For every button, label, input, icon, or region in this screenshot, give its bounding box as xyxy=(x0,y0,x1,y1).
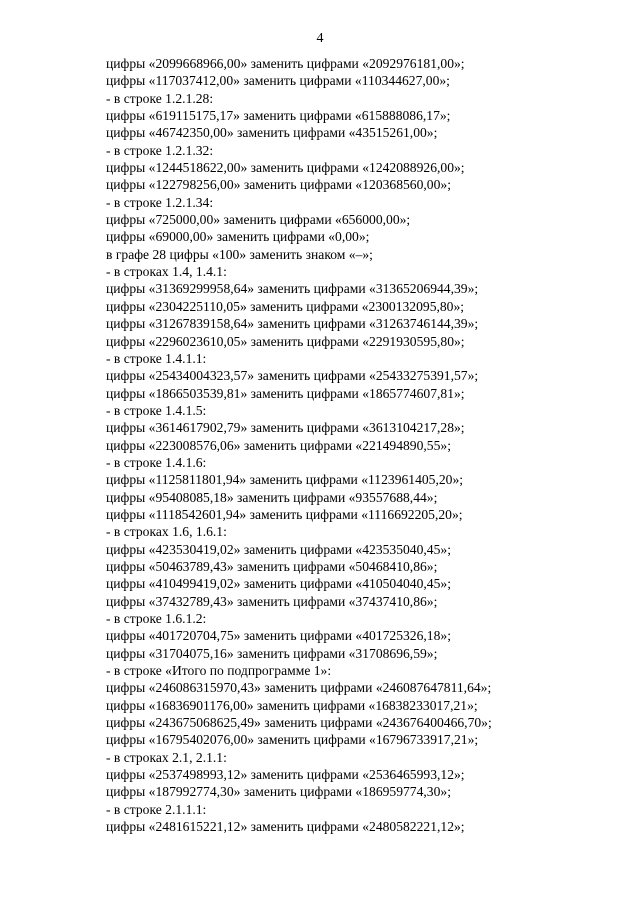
section-line: - в строке 1.4.1.1: xyxy=(106,350,207,366)
replacement-line: цифры «619115175,17» заменить цифрами «615888086,17»; xyxy=(106,108,451,124)
section-line: - в строке 1.4.1.6: xyxy=(106,454,207,470)
replacement-line: цифры «423530419,02» заменить цифрами «423535040,45»; xyxy=(106,541,451,557)
replacement-line: цифры «2296023610,05» заменить цифрами «2291930595,80»; xyxy=(106,333,465,349)
replacement-line: цифры «1125811801,94» заменить цифрами «1123961405,20»; xyxy=(106,472,464,488)
replacement-line: цифры «16795402076,00» заменить цифрами «16796733917,21»; xyxy=(106,732,479,748)
document-body xyxy=(106,55,606,835)
replacement-line: цифры «31369299958,64» заменить цифрами «31365206944,39»; xyxy=(106,281,479,297)
replacement-line: цифры «2304225110,05» заменить цифрами «2300132095,80»; xyxy=(106,298,465,314)
replacement-line: цифры «95408085,18» заменить цифрами «93557688,44»; xyxy=(106,489,438,505)
section-line: - в строках 2.1, 2.1.1: xyxy=(106,749,227,765)
replacement-line: цифры «69000,00» заменить цифрами «0,00»; xyxy=(106,229,370,245)
section-line: - в строке 1.2.1.32: xyxy=(106,142,214,158)
replacement-line: цифры «16836901176,00» заменить цифрами «16838233017,21»; xyxy=(106,697,478,713)
section-line: - в строках 1.4, 1.4.1: xyxy=(106,264,227,280)
replacement-line: цифры «1244518622,00» заменить цифрами «1242088926,00»; xyxy=(106,160,465,176)
replacement-line: цифры «725000,00» заменить цифрами «656000,00»; xyxy=(106,212,411,228)
replacement-line: цифры «1118542601,94» заменить цифрами «1116692205,20»; xyxy=(106,506,463,522)
replacement-line: цифры «122798256,00» заменить цифрами «120368560,00»; xyxy=(106,177,451,193)
replacement-line: цифры «1866503539,81» заменить цифрами «1865774607,81»; xyxy=(106,385,465,401)
section-line: - в строке 1.2.1.28: xyxy=(106,90,214,106)
section-line: - в строке 1.2.1.34: xyxy=(106,194,214,210)
replacement-line: цифры «31704075,16» заменить цифрами «31708696,59»; xyxy=(106,645,438,661)
section-line: - в строке 1.6.1.2: xyxy=(106,611,207,626)
replacement-line: цифры «25434004323,57» заменить цифрами «25433275391,57»; xyxy=(106,368,479,384)
section-line: - в строках 1.6, 1.6.1: xyxy=(106,524,227,540)
page-number: 4 xyxy=(316,31,324,46)
replacement-line: цифры «46742350,00» заменить цифрами «43515261,00»; xyxy=(106,125,438,141)
section-line: - в строке 1.4.1.5: xyxy=(106,402,207,418)
replacement-line: цифры «243675068625,49» заменить цифрами «243676400466,70»; xyxy=(106,715,492,731)
replacement-line: цифры «223008576,06» заменить цифрами «221494890,55»; xyxy=(106,437,451,453)
replacement-line: цифры «410499419,02» заменить цифрами «410504040,45»; xyxy=(106,576,451,592)
replacement-line: цифры «37432789,43» заменить цифрами «37437410,86»; xyxy=(106,593,438,609)
replacement-line: цифры «246086315970,43» заменить цифрами «246087647811,64»; xyxy=(106,680,492,696)
replacement-line: цифры «3614617902,79» заменить цифрами «3613104217,28»; xyxy=(106,420,465,436)
replacement-line: цифры «2537498993,12» заменить цифрами «2536465993,12»; xyxy=(106,767,465,783)
replacement-line: цифры «2481615221,12» заменить цифрами «2480582221,12»; xyxy=(106,819,465,835)
replacement-line: цифры «31267839158,64» заменить цифрами «31263746144,39»; xyxy=(106,316,479,332)
section-line: в графе 28 цифры «100» заменить знаком «–»; xyxy=(106,246,373,262)
replacement-line: цифры «187992774,30» заменить цифрами «186959774,30»; xyxy=(106,784,451,800)
replacement-line: цифры «50463789,43» заменить цифрами «50468410,86»; xyxy=(106,558,438,574)
section-line: - в строке «Итого по подпрограмме 1»: xyxy=(106,663,332,679)
replacement-line: цифры «2099668966,00» заменить цифрами «2092976181,00»; xyxy=(106,56,465,71)
replacement-line: цифры «117037412,00» заменить цифрами «110344627,00»; xyxy=(106,73,450,89)
section-line: - в строке 2.1.1.1: xyxy=(106,801,207,817)
replacement-line: цифры «401720704,75» заменить цифрами «401725326,18»; xyxy=(106,628,451,644)
